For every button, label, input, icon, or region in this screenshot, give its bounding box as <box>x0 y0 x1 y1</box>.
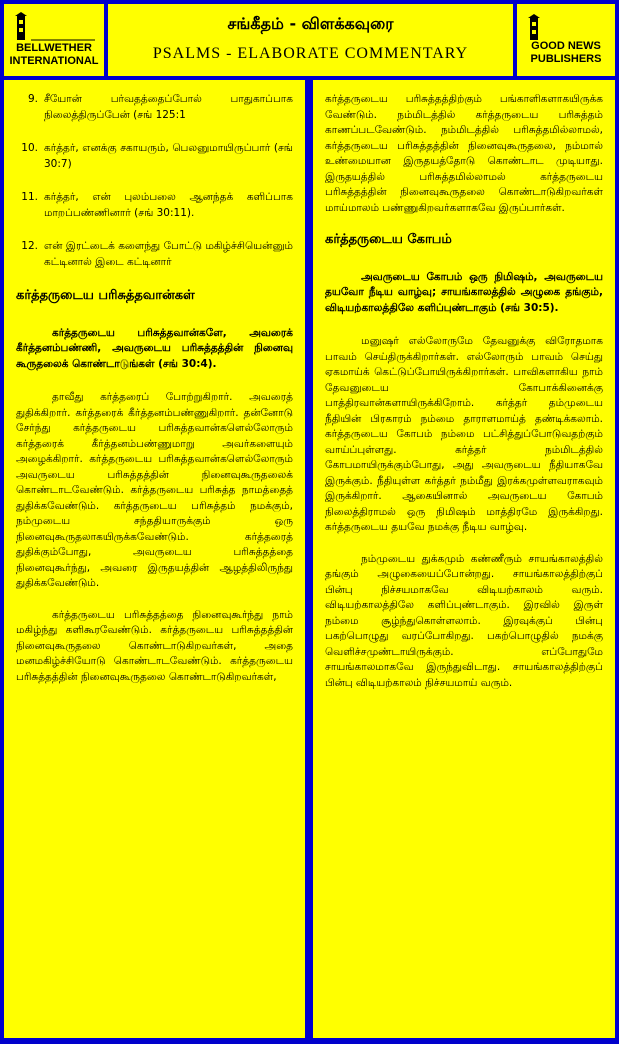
list-item <box>16 190 293 221</box>
left-column <box>4 80 305 1038</box>
good-news-tower-icon <box>526 14 606 40</box>
list-item-text: கர்த்தர், என் புலம்பலை ஆனந்தக் களிப்பாக மாறப்பண்ணினார் (சங் 30:11). <box>44 191 293 219</box>
list-item-number: 11. <box>21 191 38 203</box>
list-item-text: கர்த்தர், எனக்கு சகாயரும், பெலனுமாயிருப்பார் (சங் 30:7) <box>44 142 293 170</box>
verse-psalm-30-5: அவருடைய கோபம் ஒரு நிமிஷம், அவருடைய தயவோ நீடிய வாழ்வு; சாயங்காலத்தில் அழுகை தங்கும், விடியற்காலத்திலே களிப்புண்டாகும் (சங் 30:5). <box>325 270 603 314</box>
list-item <box>16 239 293 270</box>
bellwether-logo-line2: INTERNATIONAL <box>9 55 99 67</box>
list-item-text: சீயோன் பர்வதத்தைப்போல் பாதுகாப்பாக நிலைத்திருப்பேன் (சங் 125:1 <box>44 93 293 121</box>
verse-psalm-30-4: கர்த்தருடைய பரிசுத்தவான்களே, அவரைக் கீர்த்தனம்பண்ணி, அவருடைய பரிசுத்தத்தின் நினைவு கூருதலைக் கொண்டாடுங்கள் (சங் 30:4). <box>16 326 293 370</box>
good-news-logo-line2: PUBLISHERS <box>530 53 602 65</box>
page-header <box>4 4 615 76</box>
title-block <box>108 4 513 76</box>
list-item-text: என் இரட்டைக் களைந்து போட்டு மகிழ்ச்சியென்னும் கட்டினால் இடை கட்டினார் <box>44 240 293 268</box>
section-heading-saints: கர்த்தருடைய பரிசுத்தவான்கள் <box>16 288 195 303</box>
paragraph: நம்முடைய துக்கமும் கண்ணீரும் சாயங்காலத்தில் தங்கும் அழுகையைப்போன்றது. சாயங்காலத்திற்குப் பின்பு நிச்சயமாகவே விடியற்காலம் வரும். விடியற்காலத்திலே களிப்புண்டாகும். இரவில் இருள் நம்மை சூழ்ந்துகொள்ளலாம். இரவுக்குப் பின்பு பகற்பொழுது வரப்போகிறது. பகற்பொழுதில் நமக்கு வெளிச்சமுண்டாயிருக்கும். எப்போதுமே சாயங்காலமாகவே இருந்துவிடாது. சாயங்காலத்திற்குப் பின்பு விடியற்காலம் நிச்சயமாய் வரும். <box>325 552 603 689</box>
list-item-number: 12. <box>21 240 38 252</box>
list-item <box>16 141 293 172</box>
paragraph: மனுஷர் எல்லோருமே தேவனுக்கு விரோதமாக பாவம் செய்திருக்கிறார்கள். எல்லோரும் பாவம் செய்து ஏகமாய்க் கெட்டுப்போயிருக்கிறார்கள். பாவிகளாகிய நாம் தேவனுடைய கோபாக்கினைக்கு பாத்திரவான்களாயிருக்கிறோம். கர்த்தர் தம்முடைய நீதியின் பிரகாரம் நம்மை தாராளமாய்த் தண்டிக்கலாம். கர்த்தருடைய கோபம் நம்மை பட்சித்துப்போடுவதற்கும் வாய்ப்புள்ளது. கர்த்தர் நம்மிடத்தில் கோபமாயிருக்கும்போது, அது அவருடைய நீதியாகவே இருக்கும். நீதியுள்ள கர்த்தர் நம்மீது இரக்கமுள்ளவராகவும் இருக்கிறார். ஆகையினால் அவருடைய கோபம் நிலைத்திராமல் ஒரு நிமிஷம் மாத்திரமே இருக்கிறது. கர்த்தருடைய தயவே நமக்கு நீடிய வாழ்வு. <box>325 335 603 533</box>
list-item-number: 9. <box>27 93 38 105</box>
page-title-english: PSALMS - ELABORATE COMMENTARY <box>152 45 469 62</box>
bellwether-logo-line1: BELLWETHER <box>16 42 92 54</box>
page-title-tamil: சங்கீதம் - விளக்கவுரை <box>227 14 394 33</box>
paragraph: கர்த்தருடைய பரிசுத்தத்திற்கும் பங்காளிகளாகயிருக்க வேண்டும். நம்மிடத்தில் கர்த்தருடைய பரிசுத்தம் காணப்படவேண்டும். நம்மிடத்தில் பரிசுத்தமில்லாமல், கர்த்தருடைய பரிசுத்தத்தின் நினைவுகூருதலை, நம்மால் உண்மையான இருதயத்தோடு கொண்டாட முடியாது. இருதயத்தில் பரிசுத்தமில்லாமல் கர்த்தருடைய பரிசுத்தத்தின் நினைவுகூருதலை கொண்டாடுகிறவர்கள் மாய்மாலம் பண்ணுகிறவர்களாகவே இருப்பார்கள். <box>325 93 603 214</box>
paragraph: கர்த்தருடைய பரிசுத்தத்தை நினைவுகூர்ந்து நாம் மகிழ்ந்து களிகூரவேண்டும். கர்த்தருடைய பரிசுத்தத்தின் நினைவுகூருதலை கொண்டாடுகிறவர்கள், அதை மனமகிழ்ச்சியோடு கொண்டாடவேண்டும். கர்த்தருடைய பரிசுத்தத்தின் நினைவுகூருதலை கொண்டாடுகிறவர்கள், <box>16 608 293 683</box>
good-news-logo <box>517 4 615 76</box>
paragraph: தாவீது கர்த்தரைப் போற்றுகிறார். அவரைத் துதிக்கிறார். கர்த்தரைக் கீர்த்தனம்பண்ணுகிறார். தன்னோடு சேர்ந்து கர்த்தருடைய பரிசுத்தவான்களெல்லோரும் கர்த்தரைக் கீர்த்தனம்பண்ணுமாறு அவர்களையும் அழைக்கிறார். கர்த்தருடைய பரிசுத்தவான்களெல்லோரும் அவருடைய பரிசுத்தத்தின் நினைவுகூருதலைக் கொண்டாடவேண்டும். கர்த்தருடைய பரிசுத்த நாமத்தைத் துதிக்கவேண்டும். கர்த்தருடைய பரிசுத்தம் நமக்கும், நம்முடைய சந்ததியாருக்கும் ஒரு நினைவுகூருதலாகயிருக்கவேண்டும். கர்த்தரைத் துதிக்கும்போது, அவருடைய பரிசுத்தத்தை நினைவுகூர்ந்து, அவரை இருதயத்தின் ஆழத்திலிருந்து துதிக்கவேண்டும். <box>16 391 293 589</box>
bellwether-logo <box>4 4 104 76</box>
good-news-logo-line1: GOOD NEWS <box>531 40 601 52</box>
right-column <box>313 80 615 1038</box>
list-item <box>16 92 293 123</box>
section-heading-anger: கர்த்தருடைய கோபம் <box>325 232 452 247</box>
bellwether-tower-icon <box>11 12 97 42</box>
list-item-number: 10. <box>21 142 38 154</box>
